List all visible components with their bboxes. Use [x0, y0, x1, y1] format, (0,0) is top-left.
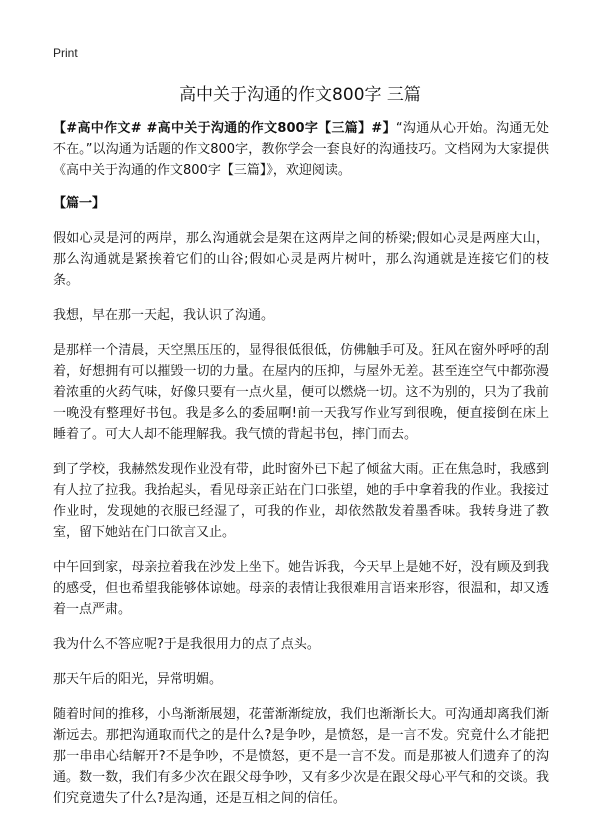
paragraph: 那天午后的阳光，异常明媚。	[53, 672, 223, 687]
section-heading: 【篇一】	[53, 196, 106, 211]
article-body	[53, 118, 549, 823]
intro-paragraph	[53, 118, 549, 181]
paragraph: 假如心灵是河的两岸，那么沟通就会是架在这两岸之间的桥梁;假如心灵是两座大山，那么沟通就是紧挨着它们的山谷;假如心灵是两片树叶，那么沟通就是连接它们的枝条。	[53, 231, 549, 288]
paragraph: 是那样一个清晨，天空黑压压的，显得很低很低，仿佛触手可及。狂风在窗外呼呼的刮着，好想拥有可以摧毁一切的力量。在屋内的压抑，与屋外无差。甚至连空气中都弥漫着浓重的火药气味，好像只要有一点火星，便可以燃烧一切。这不为别的，只为了我前一晚没有整理好书包。我是多么的委屈啊!前一天我写作业写到很晚，便直接倒在床上睡着了。可大人却不能理解我。我气愤的背起书包，摔门而去。	[53, 343, 549, 442]
print-link[interactable]: Print	[53, 46, 78, 60]
paragraph: 随着时间的推移，小鸟渐渐展翅，花蕾渐渐绽放，我们也渐渐长大。可沟通却离我们渐渐远去。那把沟通取而代之的是什么?是争吵，是愤怒，是一言不发。究竟什么才能把那一串串心结解开?不是争吵，不是愤怒，更不是一言不发。而是那被人们遗弃了的沟通。数一数，我们有多少次在跟父母争吵，又有多少次是在跟父母心平气和的交谈。我们究竟遗失了什么?是沟通，还是互相之间的信任。	[53, 707, 549, 806]
paragraph: 我为什么不答应呢?于是我很用力的点了点头。	[53, 637, 320, 652]
paragraph: 到了学校，我赫然发现作业没有带，此时窗外已下起了倾盆大雨。正在焦急时，我感到有人拉了拉我。我抬起头，看见母亲正站在门口张望，她的手中拿着我的作业。我接过作业时，发现她的衣服已经湿了，可我的作业，却依然散发着墨香味。我转身进了教室，留下她站在门口欲言又止。	[53, 462, 549, 540]
intro-tag: 【#高中作文# #高中关于沟通的作文800字【三篇】#】	[53, 121, 396, 136]
page-title: 高中关于沟通的作文800字 三篇	[179, 85, 421, 105]
paragraph: 我想，早在那一天起，我认识了沟通。	[53, 308, 275, 323]
paragraph: 中午回到家，母亲拉着我在沙发上坐下。她告诉我，今天早上是她不好，没有顾及到我的感受，但也希望我能够体谅她。母亲的表情让我很难用言语来形容，很温和，却又透着一点严肃。	[53, 560, 549, 617]
intro-text: “沟通从心开始。沟通无处不在。”以沟通为话题的作文800字，教你学会一套良好的沟通技巧。文档网为大家提供《高中关于沟通的作文800字【三篇】》，欢迎阅读。	[53, 121, 549, 178]
